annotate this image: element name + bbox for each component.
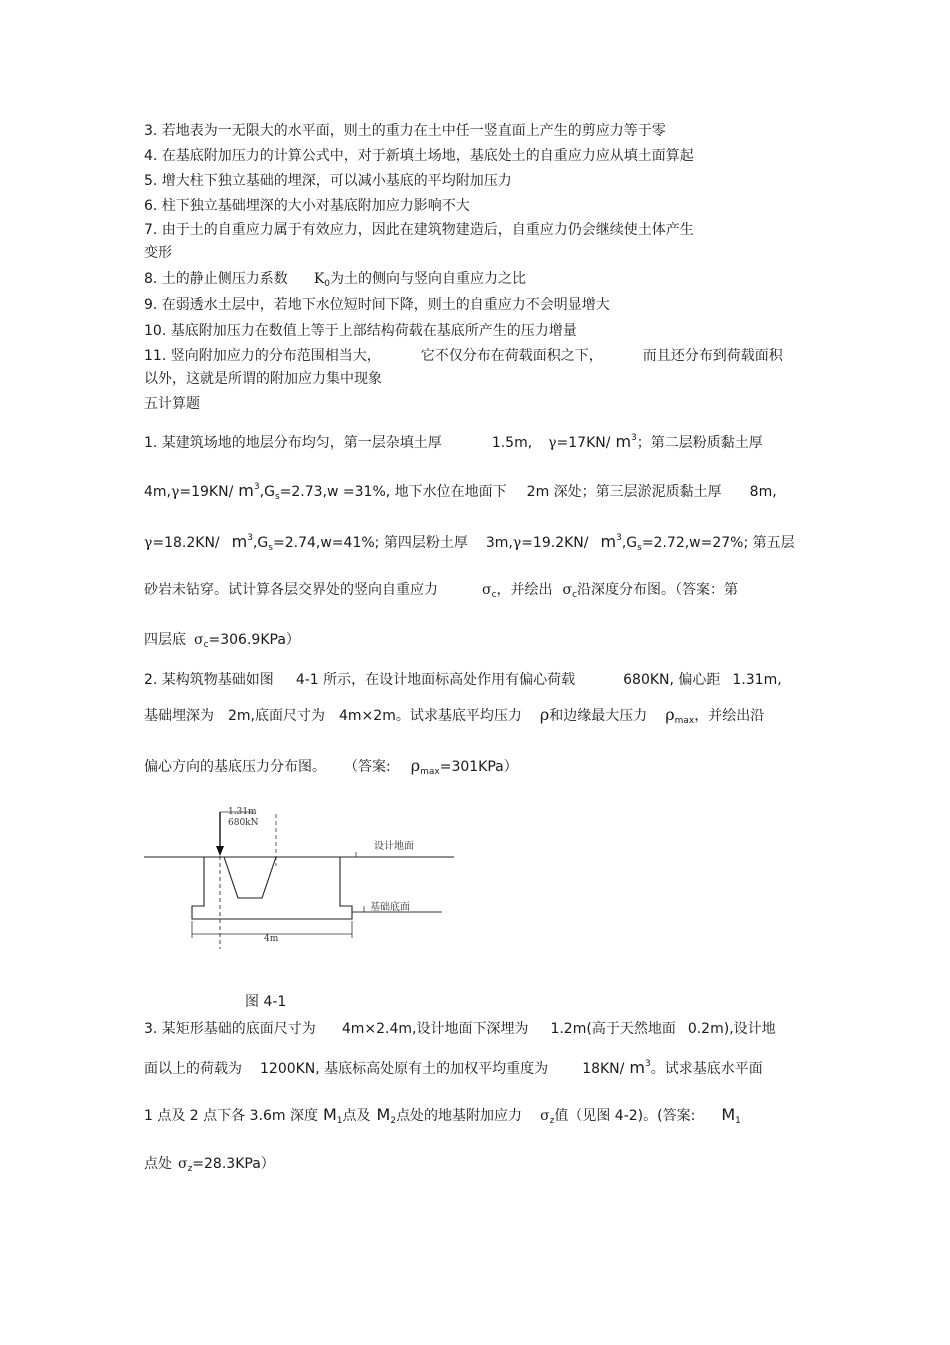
statement-6: 6. 柱下独立基础埋深的大小对基底附加应力影响不大 xyxy=(144,198,470,214)
k0-symbol: K xyxy=(313,271,325,287)
gs-subscript: s xyxy=(637,543,642,553)
sigma-subscript-z: z xyxy=(549,1116,555,1126)
statement-8-text: 8. 土的静止侧压力系数 xyxy=(144,271,288,287)
sigma-subscript-c: c xyxy=(203,640,209,650)
gs-subscript: s xyxy=(268,543,273,553)
m1-symbol: M xyxy=(721,1105,736,1124)
q1-thickness-4: 3m, xyxy=(485,535,513,551)
q1-unit-weight-2: =19KN/ xyxy=(179,484,234,500)
section-title: 五计算题 xyxy=(144,396,200,412)
statement-11-part3: 而且还分布到荷载面积 xyxy=(642,348,783,364)
load-arrow-head xyxy=(216,846,224,856)
q3-size: 4m xyxy=(341,1021,365,1037)
statement-11 xyxy=(144,347,783,365)
statement-7: 7. 由于土的自重应力属于有效应力，因此在建筑物建造后，自重应力仍会继续使土体产生 xyxy=(144,222,694,238)
gamma-symbol: γ xyxy=(548,435,557,451)
column-pedestal xyxy=(224,857,276,898)
k0-subscript: 0 xyxy=(324,279,331,289)
m1-subscript: 1 xyxy=(735,1116,741,1126)
q1-unit-weight-3: =18.2KN/ xyxy=(152,535,220,551)
unit-m: m xyxy=(615,432,632,451)
gamma-symbol: γ xyxy=(512,535,522,551)
sigma-symbol: σ xyxy=(540,1108,550,1124)
rho-symbol: ρ xyxy=(665,705,675,724)
q3-text: 2.4m,设计地面下深埋为 xyxy=(376,1021,529,1037)
q2-text: 2. 某构筑物基础如图 xyxy=(144,672,274,688)
rho-subscript-max: max xyxy=(674,716,695,726)
exponent-3: 3 xyxy=(616,533,622,543)
q3-answer-label: 点处 xyxy=(144,1156,172,1172)
unit-m: m xyxy=(238,481,254,500)
m2-symbol: M xyxy=(376,1105,391,1124)
statement-11-cont: 以外，这就是所谓的附加应力集中现象 xyxy=(144,371,382,387)
q2-answer-label: （答案: xyxy=(344,759,391,775)
base-label: 基础底面 xyxy=(370,902,410,913)
q3-line-2 xyxy=(144,1059,763,1078)
q3-text: 0.2m),设计地 xyxy=(687,1021,776,1037)
excavation-outline xyxy=(192,857,352,919)
statement-5: 5. 增大柱下独立基础的埋深，可以减小基底的平均附加压力 xyxy=(144,173,512,189)
q3-text: 值（见图 4-2)。(答案: xyxy=(554,1108,696,1124)
statement-9: 9. 在弱透水土层中，若地下水位短时间下降，则土的自重应力不会明显增大 xyxy=(144,297,610,313)
load-label: 680kN xyxy=(228,818,259,828)
rho-symbol: ρ xyxy=(539,705,550,724)
q2-load: 680KN, 偏心距 xyxy=(623,672,721,688)
q1-line-2 xyxy=(144,482,777,501)
q2-text: 4-1 所示，在设计地面标高处作用有偏心荷载 xyxy=(295,672,576,688)
q2-eccentricity: 1.31m, xyxy=(732,672,782,688)
times-symbol: × xyxy=(361,708,374,724)
q3-text: 。试求基底水平面 xyxy=(650,1061,763,1077)
gs-symbol: ,G xyxy=(252,535,269,551)
m1-symbol: M xyxy=(322,1105,337,1124)
exponent-3: 3 xyxy=(631,433,637,443)
unit-m: m xyxy=(231,532,248,551)
q2-text: ，并绘出沿 xyxy=(694,708,765,724)
q3-answer-value: =28.3KPa） xyxy=(192,1156,275,1172)
rho-subscript-max: max xyxy=(420,767,440,777)
q1-line-1 xyxy=(144,433,763,452)
q3-text: 1 点及 2 点下各 3.6m 深度 xyxy=(144,1108,318,1124)
unit-m: m xyxy=(629,1058,645,1077)
statement-11-part2: 它不仅分布在荷载面积之下， xyxy=(420,348,603,364)
rho-symbol: ρ xyxy=(410,756,421,775)
statement-4: 4. 在基底附加压力的计算公式中，对于新填土场地，基底处土的自重应力应从填土面算起 xyxy=(144,148,694,164)
q3-text: 3. 某矩形基础的底面尺寸为 xyxy=(144,1021,316,1037)
q1-text: 1. 某建筑场地的地层分布均匀，第一层杂填土厚 xyxy=(144,435,442,451)
q3-line-1 xyxy=(144,1020,776,1038)
gs-symbol: ,G xyxy=(621,535,638,551)
sigma-subscript-c: c xyxy=(572,590,578,600)
q1-text: 砂岩未钻穿。试计算各层交界处的竖向自重应力 xyxy=(144,582,438,598)
q1-text: =2.73,w =31%, 地下水位在地面下 xyxy=(279,484,507,500)
times-symbol: × xyxy=(364,1021,377,1037)
q1-text: 2m 深处；第三层淤泥质黏土厚 xyxy=(526,484,722,500)
q2-line-1 xyxy=(144,671,782,689)
sigma-subscript-c: c xyxy=(491,590,497,600)
q3-load: 1200KN, 基底标高处原有土的加权平均重度为 xyxy=(260,1061,549,1077)
sigma-symbol: σ xyxy=(178,1156,188,1172)
figure-4-1 xyxy=(144,806,464,951)
q2-text: 偏心方向的基底压力分布图。 xyxy=(144,759,326,775)
q2-text: 和边缘最大压力 xyxy=(549,708,648,724)
statement-7-cont: 变形 xyxy=(144,245,172,261)
unit-m: m xyxy=(600,532,617,551)
q3-depth: 1.2m(高于天然地面 xyxy=(550,1021,676,1037)
q1-line-3 xyxy=(144,533,795,552)
q3-line-4 xyxy=(144,1155,275,1173)
exponent-3: 3 xyxy=(253,482,260,492)
sigma-subscript-z: z xyxy=(187,1164,193,1174)
q1-answer-value: =306.9KPa） xyxy=(208,632,300,648)
sigma-symbol: σ xyxy=(562,582,573,598)
q1-unit-weight-1: =17KN/ xyxy=(556,435,611,451)
ground-label: 设计地面 xyxy=(374,841,414,852)
q2-line-2 xyxy=(144,706,764,725)
q1-text: =2.74,w=41%; 第四层粉土厚 xyxy=(273,535,468,551)
gamma-symbol: γ xyxy=(171,484,180,500)
statement-8-text-end: 为土的侧向与竖向自重应力之比 xyxy=(330,271,527,287)
statement-11-part1: 11. 竖向附加应力的分布范围相当大， xyxy=(144,348,381,364)
statement-10: 10. 基底附加压力在数值上等于上部结构荷载在基底所产生的压力增量 xyxy=(144,323,577,339)
gamma-symbol: γ xyxy=(144,535,153,551)
q1-text: =2.72,w=27%; 第五层 xyxy=(641,535,795,551)
q3-line-3 xyxy=(144,1106,741,1125)
eccentricity-label: 1.31m xyxy=(228,807,257,817)
q2-size: 4m xyxy=(339,708,362,724)
q1-line-4 xyxy=(144,581,738,599)
q1-text: 沿深度分布图。（答案：第 xyxy=(577,582,739,598)
q1-line-5 xyxy=(144,631,300,649)
exponent-3: 3 xyxy=(247,533,253,543)
q1-thickness-3: 8m, xyxy=(749,484,777,500)
gs-subscript: s xyxy=(274,492,280,502)
q1-answer-label: 四层底 xyxy=(144,632,186,648)
q1-thickness-1: 1.5m, xyxy=(491,435,533,451)
q1-thickness-2: 4m, xyxy=(144,484,171,500)
q3-unit-weight: 18KN/ xyxy=(582,1061,625,1077)
q3-text: 点及 xyxy=(342,1108,371,1124)
width-label: 4m xyxy=(264,934,279,944)
q1-text: ，并绘出 xyxy=(496,582,553,598)
m1-subscript: 1 xyxy=(336,1116,343,1126)
sigma-symbol: σ xyxy=(482,582,492,598)
q2-text: 基础埋深为 xyxy=(144,708,214,724)
q3-text: 面以上的荷载为 xyxy=(144,1061,242,1077)
q2-line-3 xyxy=(144,757,518,776)
m2-subscript: 2 xyxy=(390,1116,397,1126)
q1-text: ；第二层粉质黏土厚 xyxy=(636,435,763,451)
sigma-symbol: σ xyxy=(194,632,204,648)
exponent-3: 3 xyxy=(644,1059,651,1069)
q3-text: 点处的地基附加应力 xyxy=(396,1108,523,1124)
q2-text: 2m。试求基底平均压力 xyxy=(373,708,522,724)
figure-caption: 图 4-1 xyxy=(245,994,287,1010)
q2-answer-value: =301KPa） xyxy=(439,759,518,775)
q2-text: 2m,底面尺寸为 xyxy=(228,708,325,724)
statement-3: 3. 若地表为一无限大的水平面，则土的重力在土中任一竖直面上产生的剪应力等于零 xyxy=(144,123,666,139)
q1-unit-weight-4: =19.2KN/ xyxy=(521,535,589,551)
gs-symbol: ,G xyxy=(259,484,275,500)
statement-8 xyxy=(144,270,526,288)
